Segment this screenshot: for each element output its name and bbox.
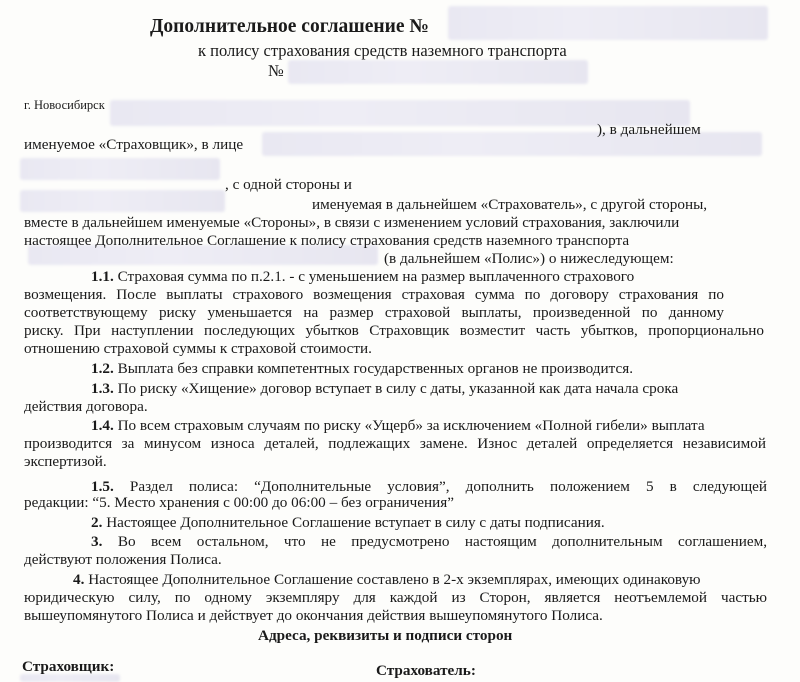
clause-1-1-number: 1.1. xyxy=(91,268,114,285)
intro-line-4: именуемая в дальнейшем «Страхователь», с другой стороны, xyxy=(312,196,708,213)
clause-1-5-line-2: редакции: “5. Место хранения с 00:00 до 06:00 – без ограничения” xyxy=(24,494,454,511)
clause-4-line-2: юридическую силу, по одному экземпляру для каждой из Сторон, является неотъемлемой частью xyxy=(24,589,767,606)
intro-line-7: (в дальнейшем «Полис») о нижеследующем: xyxy=(384,250,674,267)
clause-1-1-text: Страховая сумма по п.2.1. - с уменьшением на размер выплаченного страхового xyxy=(117,268,635,285)
clause-4-number: 4. xyxy=(73,571,85,588)
clause-1-2 xyxy=(91,360,633,378)
clause-1-4-text: По всем страховым случаям по риску «Ущерб» за исключением «Полной гибели» выплата xyxy=(117,417,705,434)
redacted-insured-name xyxy=(20,190,225,212)
clause-1-1-line-2: возмещения. После выплаты страхового возмещения страховая сумма по договору страхования по xyxy=(24,286,724,303)
insured-label: Страхователь: xyxy=(376,662,476,679)
intro-line-1-end: ), в дальнейшем xyxy=(597,121,701,138)
intro-line-3: , с одной стороны и xyxy=(225,176,352,193)
clause-2-text: Настоящее Дополнительное Соглашение вступает в силу с даты подписания. xyxy=(106,514,605,531)
intro-line-6: настоящее Дополнительное Соглашение к полису страхования средств наземного транспорта xyxy=(24,232,630,249)
clause-1-1-line-4: риску. При наступлении последующих убытков Страховщик возместит часть убытков, пропорционально xyxy=(24,322,764,339)
intro-line-5: вместе в дальнейшем именуемые «Стороны», в связи с изменением условий страхования, заключили xyxy=(24,214,680,231)
clause-1-2-number: 1.2. xyxy=(91,360,114,377)
clause-3-number: 3. xyxy=(91,533,103,550)
clause-1-5-number: 1.5. xyxy=(91,478,114,495)
policy-number-sign: № xyxy=(268,61,284,80)
redacted-number xyxy=(448,6,768,40)
clause-4-line-1 xyxy=(73,571,701,589)
clause-1-4-line-3: экспертизой. xyxy=(24,453,107,470)
clause-1-2-text: Выплата без справки компетентных государственных органов не производится. xyxy=(117,360,634,377)
clause-4-line-3: вышеупомянутого Полиса и действует до окончания действия вышеупомянутого Полиса. xyxy=(24,607,603,624)
document-subtitle: к полису страхования средств наземного транспорта xyxy=(198,41,567,60)
redacted-basis xyxy=(20,158,220,180)
clause-1-1-line-3: соответствующему риску уменьшается на размер страховой выплаты, произведенной по данному xyxy=(24,304,724,321)
clause-2 xyxy=(91,514,605,532)
document-title: Дополнительное соглашение № xyxy=(150,16,429,37)
city: г. Новосибирск xyxy=(24,98,105,112)
clause-1-5-text: Раздел полиса: “Дополнительные условия”, дополнить положением 5 в следующей xyxy=(129,478,768,495)
clause-1-3-line-2: действия договора. xyxy=(24,398,148,415)
clause-1-1-line-1 xyxy=(91,268,634,286)
clause-4-text: Настоящее Дополнительное Соглашение составлено в 2-х экземплярах, имеющих одинаковую xyxy=(88,571,701,588)
clause-3-line-1 xyxy=(91,533,767,551)
clause-2-number: 2. xyxy=(91,514,103,531)
clause-1-3-line-1 xyxy=(91,380,678,398)
insurer-label: Страховщик: xyxy=(22,658,115,675)
clause-3-line-2: действуют положения Полиса. xyxy=(24,551,222,568)
redacted-policy-number xyxy=(288,60,588,84)
clause-1-4-number: 1.4. xyxy=(91,417,114,434)
intro-line-2: именуемое «Страховщик», в лице xyxy=(24,136,244,153)
clause-1-3-text: По риску «Хищение» договор вступает в силу с даты, указанной как дата начала срока xyxy=(117,380,679,397)
clause-1-4-line-2: производится за минусом износа деталей, подлежащих замене. Износ деталей определяется независимой xyxy=(24,435,766,452)
clause-1-1-line-5: отношению страховой суммы к страховой стоимости. xyxy=(24,340,372,357)
clause-1-4-line-1 xyxy=(91,417,705,435)
signatures-heading: Адреса, реквизиты и подписи сторон xyxy=(258,627,513,644)
clause-3-text: Во всем остальном, что не предусмотрено настоящим дополнительным соглашением, xyxy=(117,533,767,550)
clause-1-3-number: 1.3. xyxy=(91,380,114,397)
